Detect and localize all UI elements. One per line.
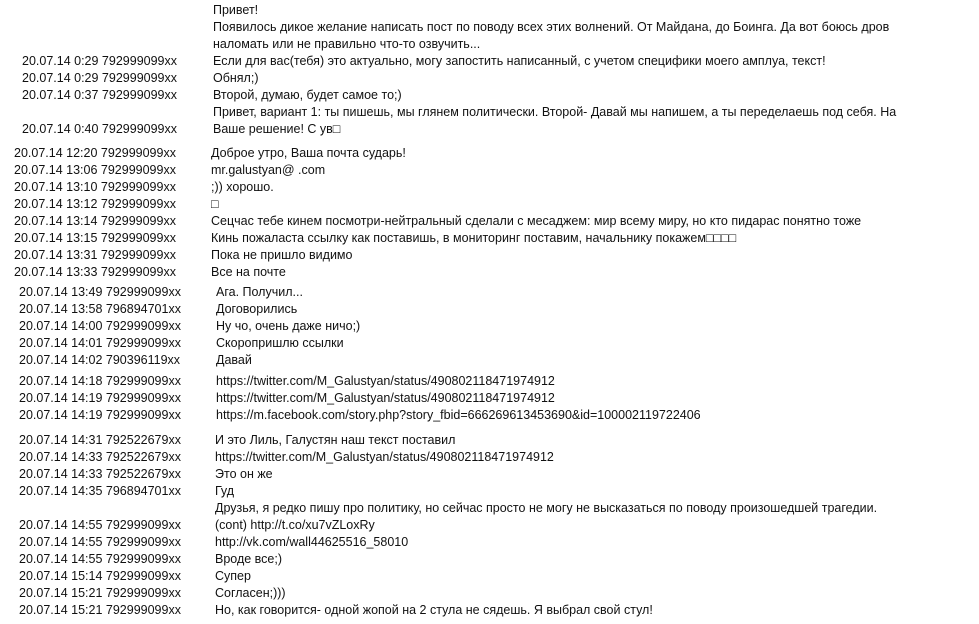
message-text: (cont) http://t.co/xu7vZLoxRy — [215, 518, 375, 532]
message-row — [0, 335, 979, 352]
message-row — [0, 432, 979, 449]
message-text: Появилось дикое желание написать пост по поводу всех этих волнений. От Майдана, до Боинга. Да вот боюсь дров — [213, 20, 890, 34]
message-text: Ну чо, очень даже ничо;) — [216, 319, 361, 333]
message-timestamp-sender: 20.07.14 0:37 792999099xx — [22, 88, 177, 102]
message-row — [0, 318, 979, 335]
message-text: https://twitter.com/M_Galustyan/status/490802118471974912 — [216, 374, 555, 388]
message-timestamp-sender: 20.07.14 14:19 792999099xx — [19, 408, 181, 422]
message-row — [0, 230, 979, 247]
message-timestamp-sender: 20.07.14 14:35 796894701xx — [19, 484, 181, 498]
message-text: Обнял;) — [213, 71, 259, 85]
message-text: Привет, вариант 1: ты пишешь, мы глянем политически. Второй- Давай мы напишем, а ты переделаешь под себя. На — [213, 105, 897, 119]
message-text: □ — [211, 197, 219, 211]
message-row — [0, 284, 979, 301]
message-row — [0, 70, 979, 87]
message-text: Это он же — [215, 467, 273, 481]
message-timestamp-sender: 20.07.14 0:29 792999099xx — [22, 71, 177, 85]
message-text: Друзья, я редко пишу про политику, но сейчас просто не могу не высказаться по поводу произошедшей трагедии. — [215, 501, 878, 515]
message-text: Доброе утро, Ваша почта сударь! — [211, 146, 406, 160]
message-timestamp-sender: 20.07.14 12:20 792999099xx — [14, 146, 176, 160]
message-timestamp-sender: 20.07.14 0:29 792999099xx — [22, 54, 177, 68]
message-row — [0, 407, 979, 424]
message-text: Если для вас(тебя) это актуально, могу запостить написанный, с учетом специфики моего амплуа, текст! — [213, 54, 826, 68]
message-row — [0, 121, 979, 138]
message-row — [0, 162, 979, 179]
message-timestamp-sender: 20.07.14 0:40 792999099xx — [22, 122, 177, 136]
message-text: Кинь пожаласта ссылку как поставишь, в мониторинг поставим, начальнику покажем□□□□ — [211, 231, 737, 245]
message-timestamp-sender: 20.07.14 13:33 792999099xx — [14, 265, 176, 279]
message-text: mr.galustyan@ .com — [211, 163, 326, 177]
message-timestamp-sender: 20.07.14 13:31 792999099xx — [14, 248, 176, 262]
message-timestamp-sender: 20.07.14 13:15 792999099xx — [14, 231, 176, 245]
message-text: Сецчас тебе кинем посмотри-нейтральный сделали с месаджем: мир всему миру, но кто пидарас понятно тоже — [211, 214, 862, 228]
message-row — [0, 602, 979, 619]
message-text: наломать или не правильно что-то озвучить... — [213, 37, 481, 51]
message-timestamp-sender: 20.07.14 14:02 790396119xx — [19, 353, 181, 367]
message-timestamp-sender: 20.07.14 13:06 792999099xx — [14, 163, 176, 177]
message-row — [0, 19, 979, 36]
message-text: Но, как говорится- одной жопой на 2 стула не сядешь. Я выбрал свой стул! — [215, 603, 653, 617]
message-timestamp-sender: 20.07.14 13:10 792999099xx — [14, 180, 176, 194]
message-timestamp-sender: 20.07.14 14:01 792999099xx — [19, 336, 181, 350]
message-row — [0, 483, 979, 500]
message-timestamp-sender: 20.07.14 14:00 792999099xx — [19, 319, 181, 333]
message-timestamp-sender: 20.07.14 13:14 792999099xx — [14, 214, 176, 228]
message-row — [0, 551, 979, 568]
message-text: https://twitter.com/M_Galustyan/status/490802118471974912 — [215, 450, 554, 464]
message-timestamp-sender: 20.07.14 15:14 792999099xx — [19, 569, 181, 583]
message-text: Все на почте — [211, 265, 286, 279]
message-timestamp-sender: 20.07.14 13:58 796894701xx — [19, 302, 181, 316]
message-row — [0, 585, 979, 602]
message-text: https://twitter.com/M_Galustyan/status/490802118471974912 — [216, 391, 555, 405]
message-row — [0, 449, 979, 466]
message-row — [0, 87, 979, 104]
message-timestamp-sender: 20.07.14 15:21 792999099xx — [19, 603, 181, 617]
message-text: Привет! — [213, 3, 259, 17]
message-text: Давай — [216, 353, 252, 367]
message-text: И это Лиль, Галустян наш текст поставил — [215, 433, 456, 447]
message-text: https://m.facebook.com/story.php?story_fbid=666269613453690&id=100002119722406 — [216, 408, 701, 422]
message-row — [0, 301, 979, 318]
message-text: http://vk.com/wall44625516_58010 — [215, 535, 409, 549]
message-text: Скоропришлю ссылки — [216, 336, 344, 350]
message-text: Пока не пришло видимо — [211, 248, 353, 262]
message-row — [0, 373, 979, 390]
message-timestamp-sender: 20.07.14 14:55 792999099xx — [19, 552, 181, 566]
message-text: ;)) хорошо. — [211, 180, 274, 194]
message-row — [0, 104, 979, 121]
message-timestamp-sender: 20.07.14 15:21 792999099xx — [19, 586, 181, 600]
message-timestamp-sender: 20.07.14 14:55 792999099xx — [19, 518, 181, 532]
message-row — [0, 500, 979, 517]
message-timestamp-sender: 20.07.14 14:33 792522679xx — [19, 450, 181, 464]
message-row — [0, 264, 979, 281]
message-row — [0, 466, 979, 483]
message-row — [0, 2, 979, 19]
message-timestamp-sender: 20.07.14 14:31 792522679xx — [19, 433, 181, 447]
message-text: Гуд — [215, 484, 235, 498]
message-row — [0, 534, 979, 551]
message-row — [0, 213, 979, 230]
message-text: Супер — [215, 569, 251, 583]
message-row — [0, 36, 979, 53]
message-timestamp-sender: 20.07.14 14:18 792999099xx — [19, 374, 181, 388]
message-row — [0, 53, 979, 70]
message-text: Договорились — [216, 302, 298, 316]
message-timestamp-sender: 20.07.14 14:19 792999099xx — [19, 391, 181, 405]
message-text: Ага. Получил... — [216, 285, 303, 299]
message-text: Вроде все;) — [215, 552, 283, 566]
message-row — [0, 352, 979, 369]
message-text: Ваше решение! С ув□ — [213, 122, 341, 136]
message-row — [0, 145, 979, 162]
message-row — [0, 196, 979, 213]
message-row — [0, 247, 979, 264]
message-timestamp-sender: 20.07.14 13:49 792999099xx — [19, 285, 181, 299]
message-timestamp-sender: 20.07.14 14:55 792999099xx — [19, 535, 181, 549]
message-text: Второй, думаю, будет самое то;) — [213, 88, 402, 102]
message-timestamp-sender: 20.07.14 14:33 792522679xx — [19, 467, 181, 481]
message-row — [0, 517, 979, 534]
message-text: Согласен;))) — [215, 586, 286, 600]
message-row — [0, 179, 979, 196]
message-timestamp-sender: 20.07.14 13:12 792999099xx — [14, 197, 176, 211]
message-row — [0, 390, 979, 407]
message-row — [0, 568, 979, 585]
